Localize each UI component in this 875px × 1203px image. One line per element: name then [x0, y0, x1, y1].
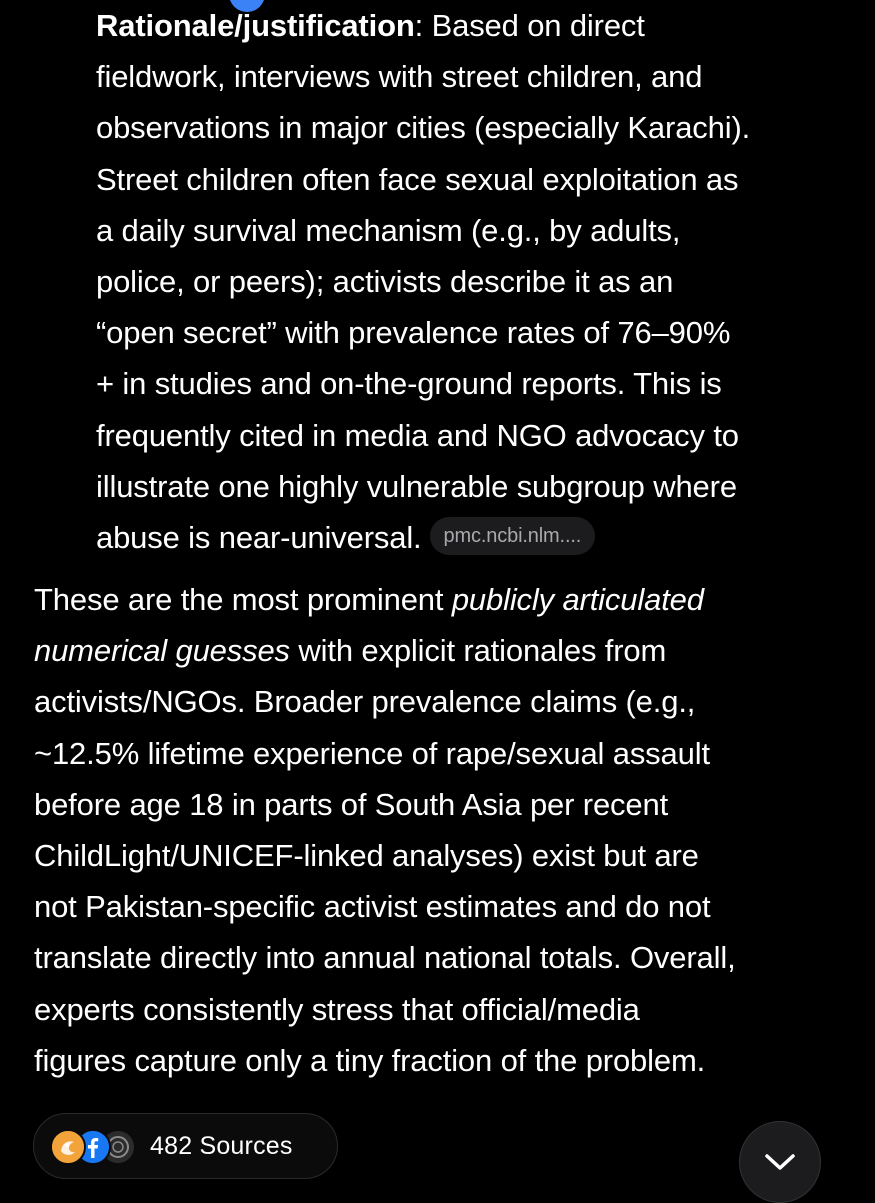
rationale-line: observations in major cities (especially Karachi). — [96, 110, 751, 146]
summary-line: figures capture only a tiny fraction of the problem. — [34, 1042, 706, 1078]
rationale-line: Street children often face sexual exploitation as — [96, 161, 739, 197]
citation-chip[interactable]: pmc.ncbi.nlm.... — [430, 517, 596, 555]
rationale-block — [96, 0, 856, 563]
emphasis-text: publicly articulated — [451, 582, 704, 617]
summary-line-2: numerical guesses with explicit rationales from — [34, 633, 667, 669]
summary-paragraph — [34, 574, 854, 1086]
emphasis-text: numerical guesses — [34, 633, 290, 669]
rationale-heading: Rationale/justification — [96, 8, 415, 43]
summary-line: ChildLight/UNICEF-linked analyses) exist but are — [34, 838, 699, 874]
rationale-line: a daily survival mechanism (e.g., by adults, — [96, 212, 681, 248]
rationale-line: “open secret” with prevalence rates of 76–90% — [96, 315, 731, 351]
summary-line: not Pakistan-specific activist estimates and do not — [34, 889, 711, 925]
rationale-line: + in studies and on-the-ground reports. This is — [96, 366, 722, 402]
summary-line: experts consistently stress that official/media — [34, 991, 640, 1027]
rationale-line: frequently cited in media and NGO advocacy to — [96, 417, 739, 453]
chevron-down-icon — [763, 1152, 797, 1172]
scroll-to-bottom-button[interactable] — [739, 1121, 821, 1203]
rationale-line-1: Rationale/justification: Based on direct — [96, 8, 645, 43]
summary-line: before age 18 in parts of South Asia per recent — [34, 786, 669, 822]
aljazeera-favicon-icon — [50, 1129, 86, 1165]
rationale-line-last: abuse is near-universal. pmc.ncbi.nlm.... — [96, 512, 856, 563]
source-favicons — [50, 1129, 140, 1163]
sources-count-label: 482 Sources — [150, 1131, 293, 1160]
rationale-line: police, or peers); activists describe it as an — [96, 264, 674, 300]
summary-line: ~12.5% lifetime experience of rape/sexual assault — [34, 735, 710, 771]
rationale-line: fieldwork, interviews with street children, and — [96, 59, 703, 95]
rationale-line: illustrate one highly vulnerable subgroup where — [96, 468, 737, 504]
sources-button[interactable] — [33, 1113, 338, 1179]
summary-line-1: These are the most prominent publicly articulated — [34, 582, 704, 617]
summary-line: translate directly into annual national totals. Overall, — [34, 940, 736, 976]
summary-line: activists/NGOs. Broader prevalence claims (e.g., — [34, 684, 696, 720]
